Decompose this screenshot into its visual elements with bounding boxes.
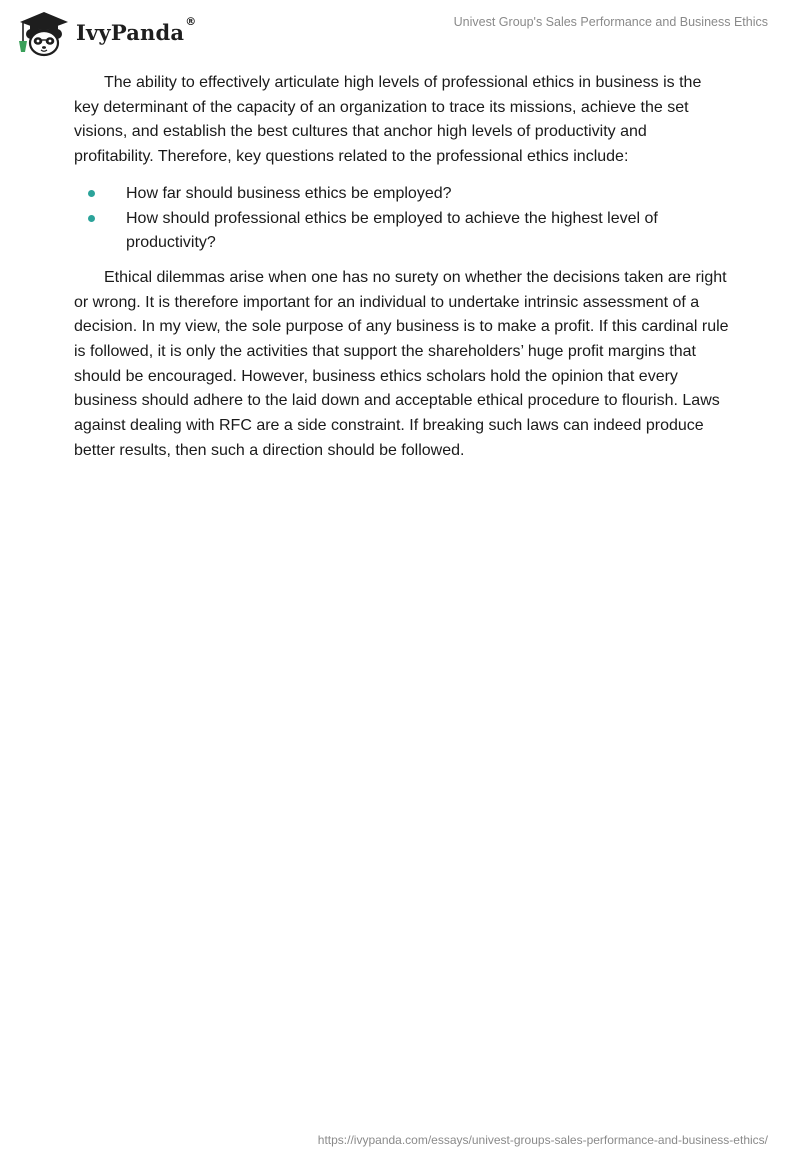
source-url-link[interactable]: https://ivypanda.com/essays/univest-groups-sales-performance-and-business-ethics/ xyxy=(317,1133,768,1147)
bullet-icon xyxy=(88,215,95,222)
document-title: Univest Group's Sales Performance and Business Ethics xyxy=(453,15,768,29)
paragraph-2: Ethical dilemmas arise when one has no surety on whether the decisions taken are right or wrong. It is therefore important for an individual to undertake intrinsic assessment of a decision. In my view, the sole purpose of any business is to make a profit. If this cardinal rule is followed, it is only the activities that support the shareholders’ huge profit margins that should be encouraged. However, business ethics scholars hold the opinion that every business should adhere to the laid down and acceptable ethical procedure to flourish. Laws against dealing with RFC are a side constraint. If breaking such laws can indeed produce better results, then such a direction should be followed. xyxy=(74,268,729,459)
paragraph-1: The ability to effectively articulate high levels of professional ethics in business is the key determinant of the capacity of an organization to trace its missions, achieve the set visions, and establish the best cultures that anchor high levels of productivity and profitability. Therefore, key questions related to the professional ethics include: xyxy=(74,74,702,166)
panda-graduate-icon xyxy=(14,8,74,58)
list-item-text: How should professional ethics be employed to achieve the highest level of productivity? xyxy=(126,209,658,252)
list-item-text: How far should business ethics be employed? xyxy=(126,184,452,202)
question-list xyxy=(74,182,730,256)
essay-content xyxy=(74,71,730,464)
ivypanda-logo[interactable] xyxy=(14,8,196,58)
list-item xyxy=(74,182,730,207)
bullet-icon xyxy=(88,190,95,197)
brand-name: IvyPanda® xyxy=(76,14,197,45)
list-item xyxy=(74,207,730,256)
